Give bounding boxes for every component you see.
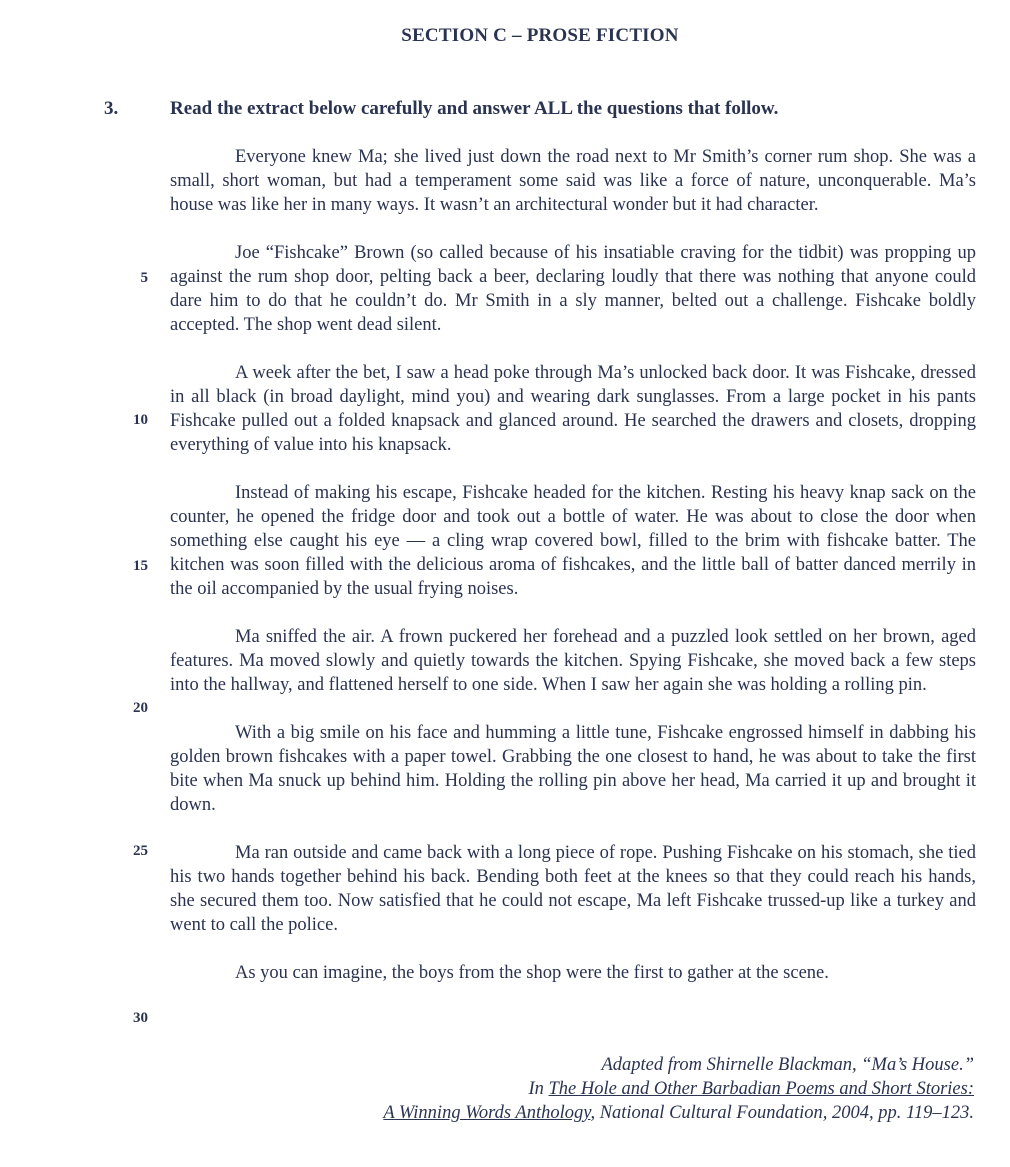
- extract-paragraph: Everyone knew Ma; she lived just down the road next to Mr Smith’s corner rum shop. She was a small, short woman, but had a temperament some said was like a force of nature, unconquerable. Ma’s house was like her in many ways. It wasn’t an architectural wonder but it had character.: [170, 147, 976, 215]
- extract-paragraph: A week after the bet, I saw a head poke through Ma’s unlocked back door. It was Fishcake, dressed in all black (in broad daylight, mind you) and wearing dark sunglasses. From a large pocket in his pants Fishcake pulled out a folded knapsack and glanced around. He searched the drawers and closets, dropping everything of value into his knapsack.: [170, 363, 976, 455]
- citation-prefix: In: [528, 1079, 549, 1099]
- line-number: 5: [140, 270, 148, 286]
- extract-paragraph: Ma ran outside and came back with a long piece of rope. Pushing Fishcake on his stomach, she tied his two hands together behind his back. Bending both feet at the knees so that they could reach his hands, she secured them too. Now satisfied that he could not escape, Ma left Fishcake trussed-up like a turkey and went to call the police.: [170, 843, 976, 935]
- extract-paragraph: As you can imagine, the boys from the shop were the first to gather at the scene.: [235, 963, 829, 983]
- extract-paragraph: Joe “Fishcake” Brown (so called because of his insatiable craving for the tidbit) was propping up against the rum shop door, pelting back a beer, declaring loudly that there was nothing that anyone could dare him to do that he couldn’t do. Mr Smith in a sly manner, belted out a challenge. Fishcake boldly accepted. The shop went dead silent.: [170, 243, 976, 335]
- extract-paragraph: With a big smile on his face and humming a little tune, Fishcake engrossed himself in dabbing his golden brown fishcakes with a paper towel. Grabbing the one closest to hand, he was about to take the first bite when Ma snuck up behind him. Holding the rolling pin above her head, Ma carried it up and brought it down.: [170, 723, 976, 815]
- citation-anthology-title: A Winning Words Anthology: [383, 1103, 591, 1123]
- extract-passage: [170, 145, 976, 1009]
- extract-paragraph: Ma sniffed the air. A frown puckered her forehead and a puzzled look settled on her brown, aged features. Ma moved slowly and quietly towards the kitchen. Spying Fishcake, she moved back a few steps into the hallway, and flattened herself to one side. When I saw her again she was holding a rolling pin.: [170, 627, 976, 695]
- citation-line-2: [383, 1077, 974, 1101]
- source-citation: [383, 1053, 974, 1125]
- line-number: 30: [133, 1010, 148, 1026]
- line-number: 25: [133, 843, 148, 859]
- citation-line-1: Adapted from Shirnelle Blackman, “Ma’s House.”: [601, 1055, 974, 1075]
- line-number: 15: [133, 558, 148, 574]
- line-number: 20: [133, 700, 148, 716]
- extract-paragraph: Instead of making his escape, Fishcake headed for the kitchen. Resting his heavy knap sack on the counter, he opened the fridge door and took out a bottle of water. He was about to close the door when something else caught his eye — a cling wrap covered bowl, filled to the brim with fishcake batter. The kitchen was soon filled with the delicious aroma of fishcakes, and the little ball of batter danced merrily in the oil accompanied by the usual frying noises.: [170, 483, 976, 599]
- line-number: 10: [133, 412, 148, 428]
- citation-book-title: The Hole and Other Barbadian Poems and Short Stories:: [548, 1079, 974, 1099]
- section-title: SECTION C – PROSE FICTION: [401, 25, 679, 46]
- citation-publisher: , National Cultural Foundation, 2004, pp. 119–123.: [590, 1103, 974, 1123]
- question-instruction: Read the extract below carefully and answer ALL the questions that follow.: [170, 98, 779, 119]
- citation-line-3: [383, 1101, 974, 1125]
- question-number: 3.: [104, 98, 119, 119]
